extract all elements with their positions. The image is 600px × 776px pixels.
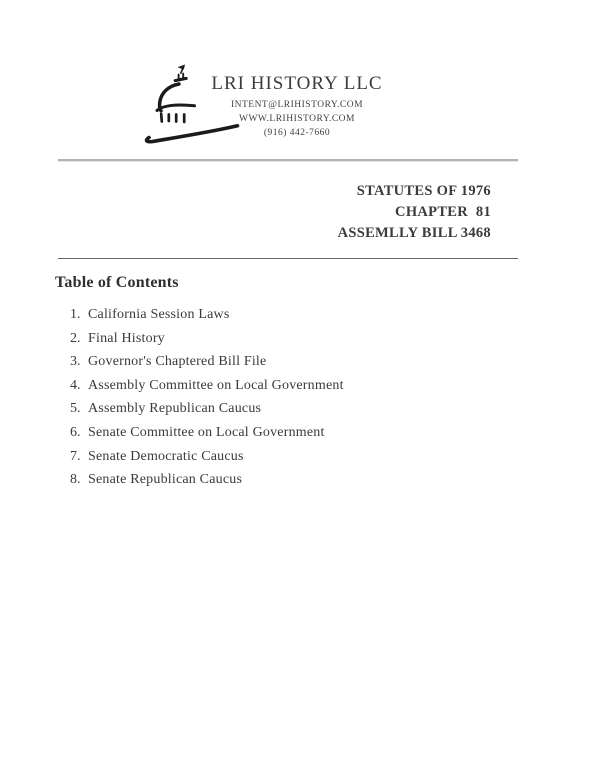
toc-item-number: 2. <box>70 330 81 346</box>
company-phone: (916) 442-7660 <box>263 128 331 138</box>
toc-item <box>70 448 530 465</box>
letterhead <box>167 72 427 140</box>
toc-item <box>70 353 530 370</box>
toc-item-label: Senate Committee on Local Government <box>88 424 325 440</box>
statutes-line: STATUTES OF 1976 <box>356 183 491 199</box>
toc-item-label: Assembly Committee on Local Government <box>88 377 344 393</box>
toc-item-number: 5. <box>70 401 81 417</box>
toc-item-number: 7. <box>70 448 81 464</box>
toc-list <box>70 306 530 495</box>
toc-item <box>70 400 530 417</box>
bill-line: ASSEMLLY BILL 3468 <box>337 225 491 241</box>
toc-item-number: 3. <box>70 354 81 370</box>
toc-item-number: 1. <box>70 307 81 322</box>
toc-item-number: 6. <box>70 424 81 440</box>
horizontal-rule-top <box>58 159 518 162</box>
toc-item-label: Governor's Chaptered Bill File <box>88 354 267 370</box>
document-identification <box>338 181 491 244</box>
toc-item <box>70 330 530 347</box>
toc-item-number: 4. <box>70 377 81 393</box>
toc-item-label: Assembly Republican Caucus <box>88 401 262 417</box>
toc-item-label: Final History <box>88 330 165 346</box>
chapter-line: CHAPTER 81 <box>395 204 491 220</box>
toc-item <box>70 471 530 488</box>
toc-item-label: Senate Democratic Caucus <box>88 448 244 464</box>
toc-item <box>70 377 530 394</box>
company-website: WWW.LRIHISTORY.COM <box>239 114 355 124</box>
company-name: LRI HISTORY LLC <box>211 73 383 94</box>
toc-item <box>70 424 530 441</box>
contact-block <box>167 98 427 140</box>
company-email: INTENT@LRIHISTORY.COM <box>230 100 364 110</box>
toc-item-label: Senate Republican Caucus <box>88 472 243 488</box>
toc-item-label: California Session Laws <box>88 307 230 322</box>
horizontal-rule-bottom <box>58 258 518 259</box>
toc-item <box>70 306 530 323</box>
toc-item-number: 8. <box>70 472 81 488</box>
toc-heading: Table of Contents <box>55 274 179 291</box>
